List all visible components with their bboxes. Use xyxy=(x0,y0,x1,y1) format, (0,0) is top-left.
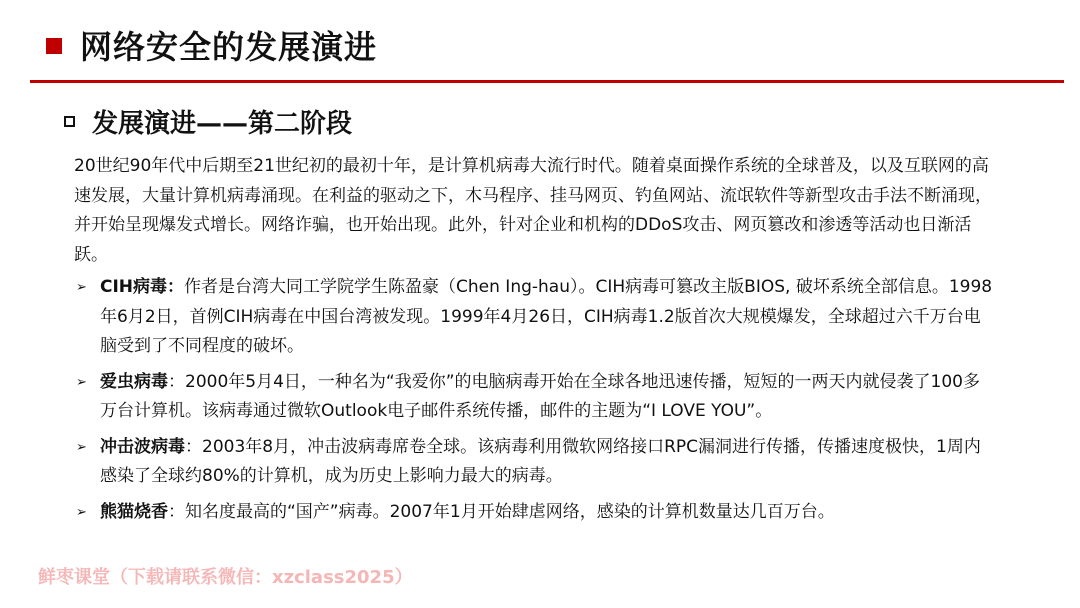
arrow-right-icon: ➢ xyxy=(76,439,87,455)
intro-paragraph: 20世纪90年代中后期至21世纪初的最初十年，是计算机病毒大流行时代。随着桌面操作系统的全球普及，以及互联网的高速发展，大量计算机病毒涌现。在利益的驱动之下，木马程序、挂马网页、钓鱼网站、流氓软件等新型攻击手法不断涌现，并开始呈现爆发式增长。网络诈骗，也开始出现。此外，针对企业和机构的DDoS攻击、网页篡改和渗透等活动也日渐活跃。 xyxy=(74,156,992,265)
bullet-name: 冲击波病毒 xyxy=(100,436,185,457)
section-subtitle: 发展演进——第二阶段 xyxy=(92,109,353,139)
bullet-panda xyxy=(74,498,994,528)
subtitle-square-icon xyxy=(64,116,75,127)
arrow-right-icon: ➢ xyxy=(76,504,87,520)
title-square-icon xyxy=(46,38,62,54)
bullet-text: ：知名度最高的“国产”病毒。2007年1月开始肆虐网络，感染的计算机数量达几百万台。 xyxy=(168,501,835,522)
page-title: 网络安全的发展演进 xyxy=(80,28,378,66)
arrow-right-icon: ➢ xyxy=(76,280,87,295)
title-divider xyxy=(30,80,1064,83)
watermark: 鲜枣课堂（下载请联系微信：xzclass2025） xyxy=(38,567,413,588)
content-body xyxy=(74,152,994,527)
bullet-text: ：2000年5月4日，一种名为“我爱你”的电脑病毒开始在全球各地迅速传播，短短的一两天内就侵袭了100多万台计算机。该病毒通过微软Outlook电子邮件系统传播，邮件的主题为“I LOVE YOU”。 xyxy=(100,371,980,421)
bullet-name: 爱虫病毒 xyxy=(100,371,168,392)
bullet-blaster xyxy=(74,433,994,492)
bullet-text: ：2003年8月，冲击波病毒席卷全球。该病毒利用微软网络接口RPC漏洞进行传播，传播速度极快，1周内感染了全球约80%的计算机，成为历史上影响力最大的病毒。 xyxy=(100,436,981,486)
arrow-right-icon: ➢ xyxy=(76,374,87,390)
bullet-iloveyou xyxy=(74,368,994,427)
bullet-name: 熊猫烧香 xyxy=(100,501,168,522)
bullet-name: CIH病毒： xyxy=(100,277,185,297)
bullet-text: 作者是台湾大同工学院学生陈盈豪（Chen Ing-hau）。CIH病毒可篡改主版BIOS, 破坏系统全部信息。1998年6月2日，首例CIH病毒在中国台湾被发现。1999年4月26日，CIH病毒1.2版首次大规模爆发，全球超过六千万台电脑受到了不同程度的破坏。 xyxy=(100,277,993,356)
bullet-cih xyxy=(74,273,994,362)
